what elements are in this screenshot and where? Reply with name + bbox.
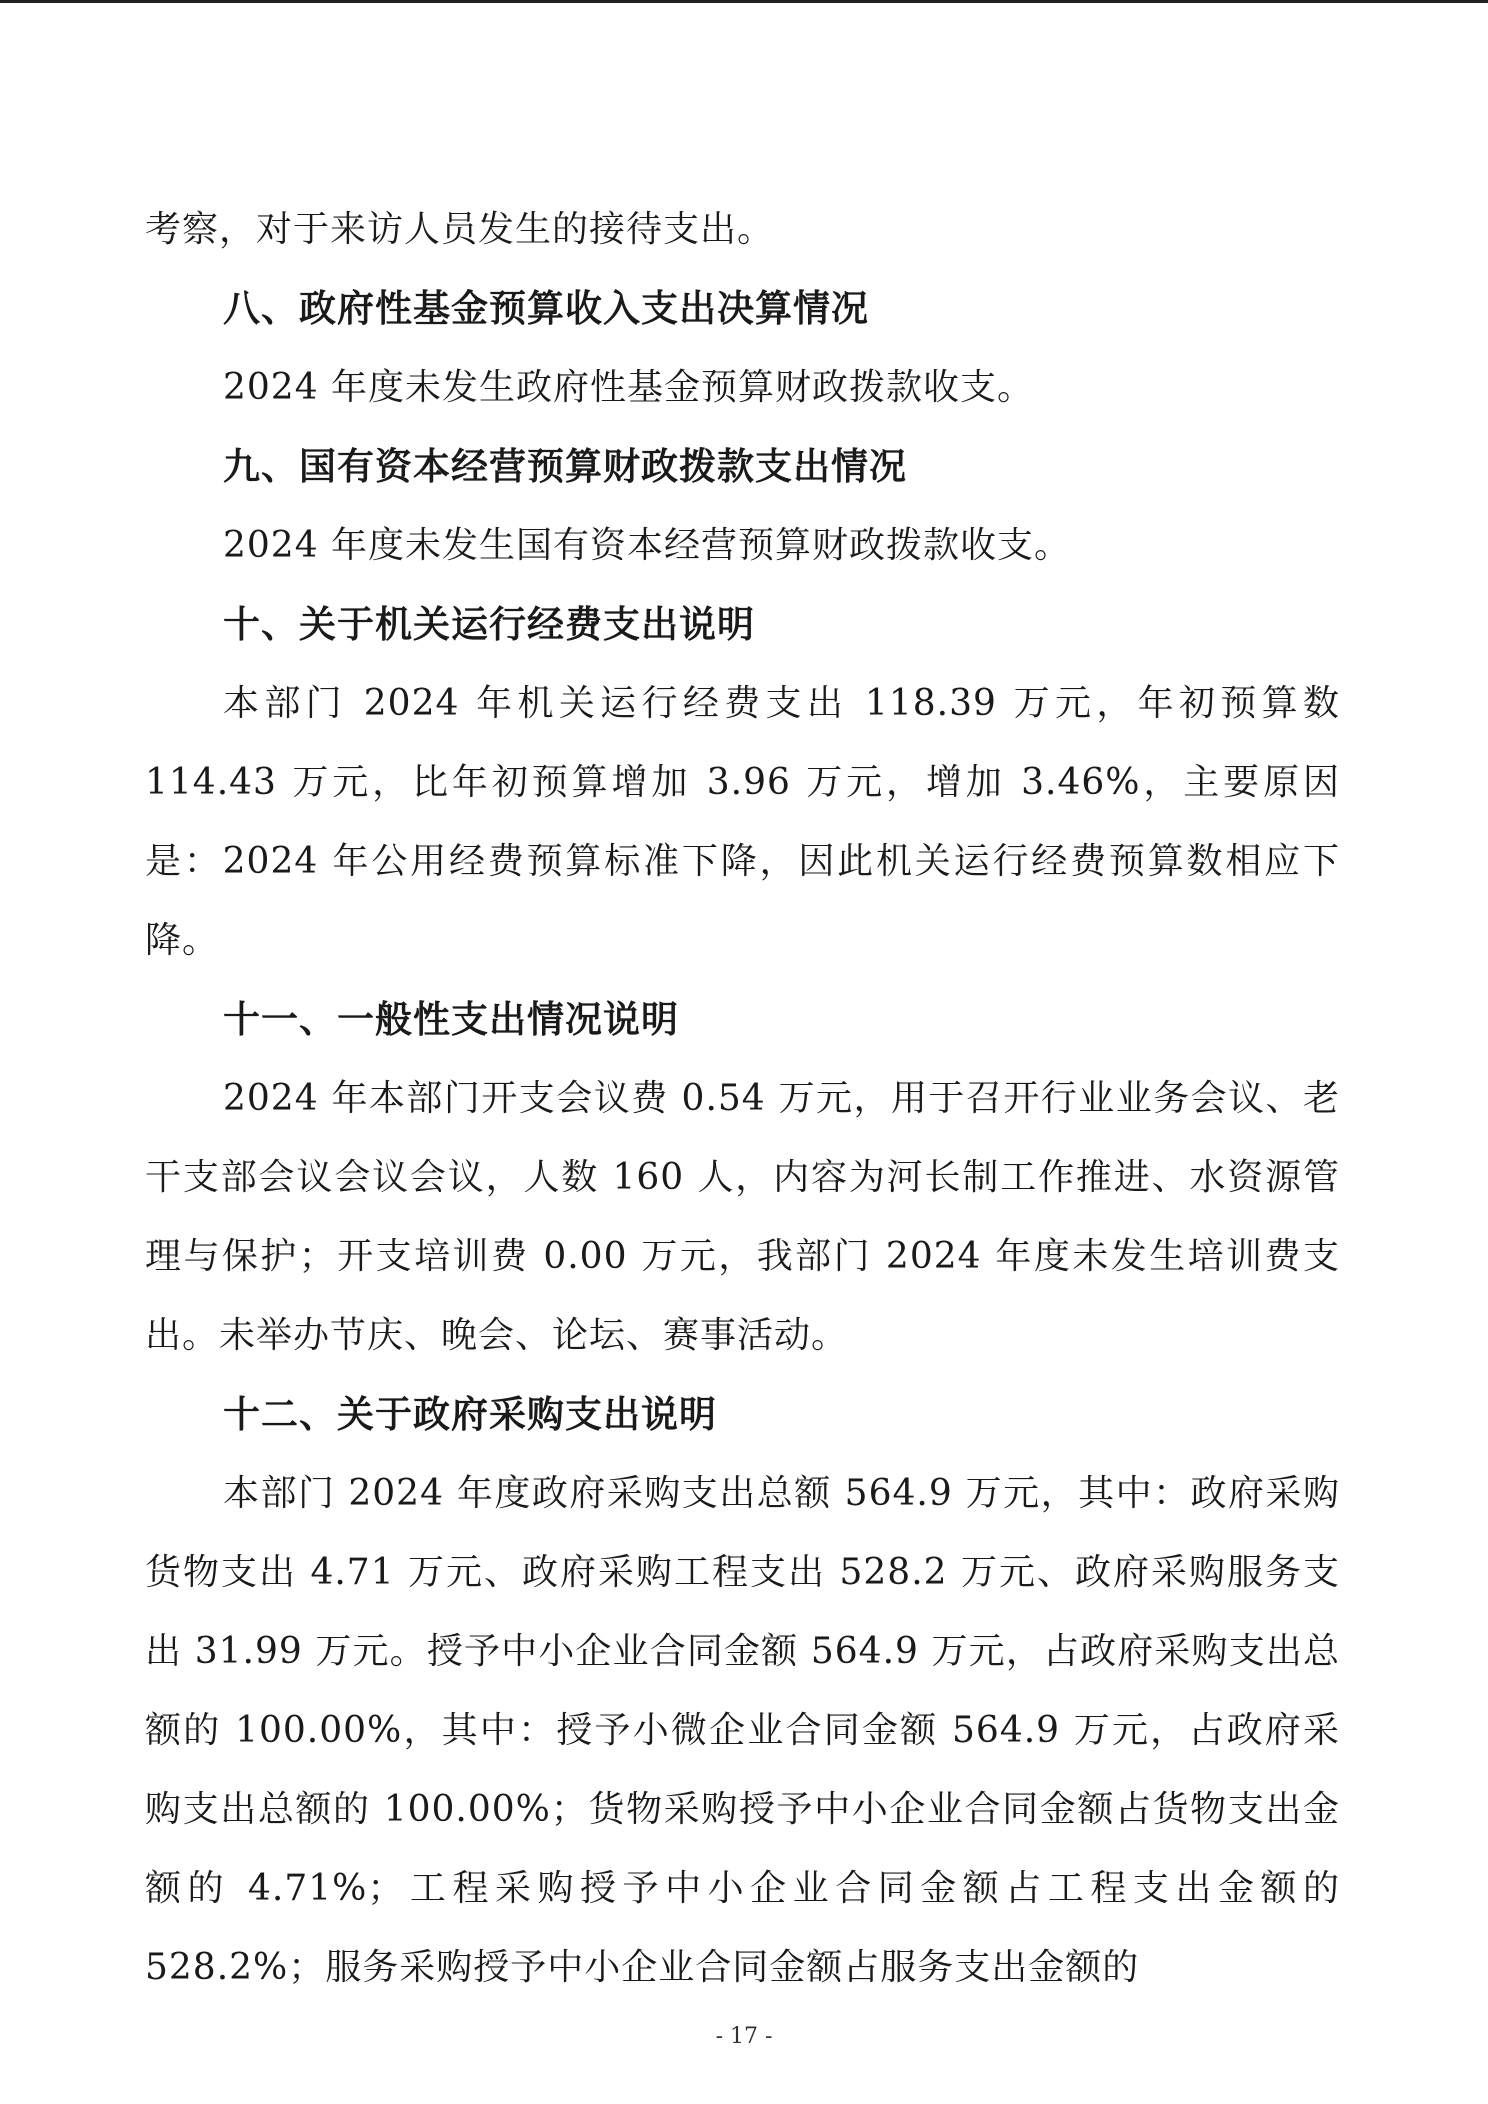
paragraph-continuation: 考察，对于来访人员发生的接待支出。 bbox=[145, 209, 775, 250]
paragraph-section-11: 2024 年本部门开支会议费 0.54 万元，用于召开行业业务会议、老干支部会议会议会议，人数 160 人，内容为河长制工作推进、水资源管理与保护；开支培训费 0.00 万元，我部门 2024 年度未发生培训费支出。未举办节庆、晚会、论坛、赛事活动。 bbox=[145, 1078, 1340, 1356]
top-border-line bbox=[0, 0, 1488, 3]
page-number: - 17 - bbox=[715, 2024, 773, 2049]
section-heading-8: 八、政府性基金预算收入支出决算情况 bbox=[223, 287, 869, 330]
paragraph-section-8: 2024 年度未发生政府性基金预算财政拨款收支。 bbox=[223, 367, 1035, 408]
paragraph-section-9: 2024 年度未发生国有资本经营预算财政拨款收支。 bbox=[223, 525, 1072, 566]
paragraph-section-12: 本部门 2024 年度政府采购支出总额 564.9 万元，其中：政府采购货物支出 4.71 万元、政府采购工程支出 528.2 万元、政府采购服务支出 31.99 万元。授予中小企业合同金额 564.9 万元，占政府采购支出总额的 100.00%，其中：授予小微企业合同金额 564.9 万元，占政府采购支出总额的 100.00%；货物采购授予中小企业合同金额占货物支出金额的 4.71%；工程采购授予中小企业合同金额占工程支出金额的 528.2%；服务采购授予中小企业合同金额占服务支出金额的 bbox=[145, 1473, 1340, 1988]
section-heading-12: 十二、关于政府采购支出说明 bbox=[223, 1393, 717, 1436]
paragraph-section-10: 本部门 2024 年机关运行经费支出 118.39 万元，年初预算数 114.43 万元，比年初预算增加 3.96 万元，增加 3.46%，主要原因是：2024 年公用经费预算标准下降，因此机关运行经费预算数相应下降。 bbox=[145, 683, 1340, 961]
section-heading-10: 十、关于机关运行经费支出说明 bbox=[223, 603, 755, 646]
section-heading-11: 十一、一般性支出情况说明 bbox=[223, 998, 679, 1041]
document-body bbox=[145, 190, 1340, 2007]
section-heading-9: 九、国有资本经营预算财政拨款支出情况 bbox=[223, 445, 907, 488]
